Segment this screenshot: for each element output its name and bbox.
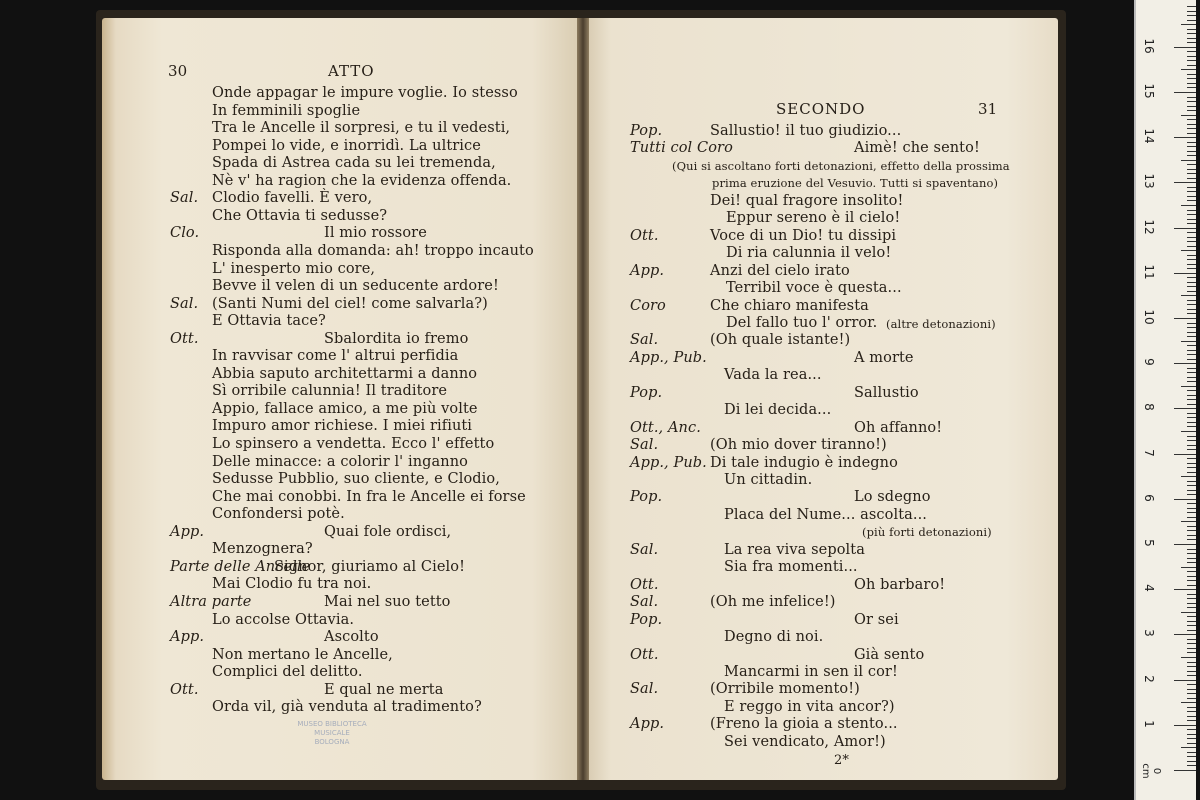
- ruler-number: 13: [1142, 173, 1156, 190]
- verse-line: Dei! qual fragore insolito!: [710, 192, 904, 209]
- verse-line: Orda vil, già venduta al tradimento?: [212, 699, 482, 716]
- ruler-tick: [1187, 639, 1196, 640]
- ruler-tick: [1187, 707, 1196, 708]
- ruler-tick: [1187, 187, 1196, 188]
- signature-mark: 2*: [834, 753, 849, 768]
- ruler-number: 4: [1142, 584, 1156, 592]
- ruler-tick: [1187, 562, 1196, 563]
- verse-line: Lo spinsero a vendetta. Ecco l' effetto: [212, 436, 495, 452]
- verse-line: (Orribile momento!): [710, 681, 860, 698]
- stage-direction: prima eruzione del Vesuvio. Tutti si spaventano): [712, 176, 999, 191]
- ruler-tick: [1187, 517, 1196, 518]
- ruler-tick: [1187, 377, 1196, 378]
- stage-direction: (più forti detonazioni): [862, 525, 992, 540]
- verse-line: Oh affanno!: [854, 419, 943, 436]
- ruler-tick: [1187, 65, 1196, 66]
- verse-line: La rea viva sepolta: [724, 541, 865, 558]
- ruler-number: 8: [1142, 403, 1156, 412]
- ruler-tick: [1174, 454, 1196, 455]
- ruler-tick: [1174, 137, 1196, 138]
- speaker-label: Sal.: [630, 681, 659, 698]
- speaker-label: Pop.: [630, 384, 663, 401]
- verse-line: Or sei: [854, 611, 899, 628]
- ruler-tick: [1187, 684, 1196, 685]
- ruler-tick: [1174, 273, 1196, 274]
- ruler-tick: [1187, 282, 1196, 283]
- ruler-tick: [1187, 472, 1196, 473]
- ruler-tick: [1187, 381, 1196, 382]
- ruler-tick: [1174, 680, 1196, 681]
- verse-line: (Freno la gioia a stento...: [710, 716, 898, 733]
- verse-line: Appio, fallace amico, a me più volte: [212, 400, 478, 417]
- ruler-tick: [1187, 15, 1196, 16]
- ruler-tick: [1187, 485, 1196, 486]
- ruler-tick: [1187, 413, 1196, 414]
- ruler-tick: [1187, 756, 1196, 757]
- speaker-label: App.: [630, 716, 665, 733]
- verse-line: Non mertano le Ancelle,: [212, 646, 393, 663]
- ruler-tick: [1187, 463, 1196, 464]
- ruler-tick: [1187, 648, 1196, 649]
- speaker-label: Sal.: [630, 541, 659, 558]
- ruler-tick: [1187, 716, 1196, 717]
- ruler-tick: [1181, 386, 1196, 387]
- page-number-left: 30: [168, 62, 188, 80]
- verse-line: Già sento: [854, 646, 925, 663]
- ruler-tick: [1187, 449, 1196, 450]
- verse-line: Un cittadin.: [724, 472, 813, 488]
- verse-line: Che chiaro manifesta: [710, 297, 869, 314]
- ruler-tick: [1187, 87, 1196, 88]
- verse-line: Bevve il velen di un seducente ardore!: [212, 278, 499, 295]
- ruler-tick: [1187, 241, 1196, 242]
- verse-line: (Oh me infelice!): [710, 594, 836, 611]
- ruler-tick: [1187, 621, 1196, 622]
- ruler-tick: [1187, 214, 1196, 215]
- verse-line: (Oh quale istante!): [710, 332, 851, 349]
- verse-line: Signor, giuriamo al Cielo!: [274, 558, 466, 575]
- ruler-tick: [1187, 458, 1196, 459]
- ruler-number: 1: [1142, 719, 1156, 728]
- ruler-tick: [1187, 666, 1196, 667]
- ruler-tick: [1187, 110, 1196, 111]
- speaker-label: Coro: [630, 297, 666, 314]
- speaker-label: App., Pub.: [630, 454, 707, 471]
- ruler-tick: [1187, 101, 1196, 102]
- ruler-tick: [1187, 585, 1196, 586]
- ruler-tick: [1181, 747, 1196, 748]
- ruler-tick: [1187, 277, 1196, 278]
- ruler-tick: [1187, 467, 1196, 468]
- ruler-tick: [1187, 124, 1196, 125]
- speaker-label: App.: [170, 523, 205, 540]
- ruler-tick: [1187, 142, 1196, 143]
- right-page: [586, 18, 1058, 780]
- ruler-tick: [1187, 549, 1196, 550]
- ruler-number: 5: [1142, 539, 1156, 547]
- page-number-right: 31: [978, 100, 998, 118]
- measuring-ruler: [1134, 0, 1196, 800]
- speaker-label: App.: [630, 262, 665, 279]
- ruler-tick: [1187, 616, 1196, 617]
- verse-line: Oh barbaro!: [854, 576, 946, 593]
- speaker-label: Ott.: [630, 576, 659, 593]
- speaker-label: Pop.: [630, 123, 663, 139]
- ruler-tick: [1181, 205, 1196, 206]
- verse-line: Terribil voce è questa...: [726, 280, 902, 297]
- ruler-tick: [1187, 51, 1196, 52]
- ruler-tick: [1187, 652, 1196, 653]
- verse-line: Che mai conobbi. In fra le Ancelle ei forse: [212, 488, 526, 505]
- ruler-tick: [1187, 164, 1196, 165]
- verse-line: In ravvisar come l' altrui perfidia: [212, 348, 459, 365]
- ruler-number: 11: [1142, 264, 1156, 280]
- verse-line: Menzognera?: [212, 541, 313, 558]
- ruler-tick: [1181, 431, 1196, 432]
- ruler-tick: [1187, 97, 1196, 98]
- ruler-unit-label: 0 cm: [1140, 763, 1162, 779]
- verse-line: Lo accolse Ottavia.: [212, 611, 355, 628]
- ruler-tick: [1187, 6, 1196, 7]
- ruler-tick: [1187, 404, 1196, 405]
- ruler-tick: [1181, 341, 1196, 342]
- ruler-tick: [1187, 345, 1196, 346]
- ruler-tick: [1187, 720, 1196, 721]
- ruler-number: 10: [1142, 309, 1156, 325]
- speaker-label: Pop.: [630, 611, 663, 628]
- ruler-tick: [1187, 738, 1196, 739]
- ruler-tick: [1187, 38, 1196, 39]
- speaker-label: Sal.: [170, 295, 199, 312]
- ruler-tick: [1187, 191, 1196, 192]
- ruler-tick: [1187, 752, 1196, 753]
- ruler-tick: [1187, 526, 1196, 527]
- verse-line: Di lei decida...: [724, 402, 832, 419]
- speaker-label: Clo.: [170, 225, 200, 242]
- verse-line: Sei vendicato, Amor!): [724, 733, 886, 750]
- verse-line: (Santi Numi del ciel! come salvarla?): [212, 295, 488, 312]
- ruler-tick: [1187, 445, 1196, 446]
- ruler-tick: [1187, 765, 1196, 766]
- speaker-label: Pop.: [630, 489, 663, 506]
- ruler-tick: [1181, 702, 1196, 703]
- ruler-tick: [1174, 92, 1196, 93]
- verse-line: Sbalordita io fremo: [324, 330, 469, 347]
- ruler-tick: [1181, 250, 1196, 251]
- ruler-tick: [1181, 115, 1196, 116]
- ruler-tick: [1187, 711, 1196, 712]
- ruler-tick: [1187, 436, 1196, 437]
- ruler-tick: [1187, 354, 1196, 355]
- speaker-label: Ott.: [630, 227, 659, 244]
- ruler-tick: [1187, 580, 1196, 581]
- ruler-tick: [1187, 323, 1196, 324]
- verse-line: Vada la rea...: [724, 367, 822, 384]
- ruler-tick: [1187, 643, 1196, 644]
- library-stamp: MUSEO BIBLIOTECA MUSICALE BOLOGNA: [297, 720, 367, 746]
- verse-line: Sedusse Pubblio, suo cliente, e Clodio,: [212, 471, 500, 488]
- verse-line: Voce di un Dio! tu dissipi: [710, 227, 897, 244]
- verse-line: Del fallo tuo l' orror.: [726, 314, 878, 331]
- speaker-label: Parte delle Ancelle: [170, 558, 311, 575]
- ruler-tick: [1187, 607, 1196, 608]
- ruler-tick: [1174, 725, 1196, 726]
- ruler-tick: [1187, 422, 1196, 423]
- ruler-tick: [1187, 268, 1196, 269]
- ruler-tick: [1187, 291, 1196, 292]
- ruler-number: 15: [1142, 83, 1156, 99]
- ruler-tick: [1187, 178, 1196, 179]
- verse-line: Il mio rossore: [324, 225, 427, 242]
- ruler-tick: [1187, 210, 1196, 211]
- ruler-tick: [1187, 508, 1196, 509]
- speaker-label: Tutti col Coro: [630, 140, 733, 157]
- ruler-tick: [1187, 598, 1196, 599]
- ruler-tick: [1187, 133, 1196, 134]
- stage-direction: (Qui si ascoltano forti detonazioni, effetto della prossima: [672, 158, 1010, 173]
- verse-line: E qual ne merta: [324, 681, 444, 698]
- ruler-number: 3: [1142, 629, 1156, 638]
- ruler-tick: [1187, 83, 1196, 84]
- ruler-tick: [1174, 544, 1196, 545]
- speaker-label: Altra parte: [170, 593, 252, 610]
- ruler-number: 16: [1142, 38, 1156, 54]
- ruler-tick: [1187, 155, 1196, 156]
- verse-line: Mancarmi in sen il cor!: [724, 663, 898, 680]
- ruler-tick: [1187, 200, 1196, 201]
- speaker-label: App., Pub.: [630, 349, 707, 366]
- verse-line: Placa del Nume... ascolta...: [724, 506, 927, 523]
- ruler-tick: [1187, 729, 1196, 730]
- ruler-tick: [1187, 576, 1196, 577]
- ruler-tick: [1187, 734, 1196, 735]
- verse-line: Sallustio: [854, 384, 919, 401]
- verse-line: Tra le Ancelle il sorpresi, e tu il vedesti,: [212, 120, 511, 137]
- verse-line: Confondersi potè.: [212, 506, 345, 523]
- verse-line: Abbia saputo architettarmi a danno: [212, 365, 478, 382]
- ruler-number: 14: [1142, 128, 1156, 144]
- verse-line: In femminili spoglie: [212, 102, 361, 119]
- left-page: [102, 18, 580, 780]
- verse-line: Pompei lo vide, e inorridì. La ultrice: [212, 137, 481, 154]
- ruler-tick: [1187, 350, 1196, 351]
- ruler-tick: [1187, 539, 1196, 540]
- ruler-tick: [1187, 693, 1196, 694]
- ruler-tick: [1187, 594, 1196, 595]
- ruler-tick: [1187, 512, 1196, 513]
- ruler-tick: [1187, 395, 1196, 396]
- ruler-tick: [1187, 119, 1196, 120]
- ruler-tick: [1187, 300, 1196, 301]
- ruler-tick: [1187, 336, 1196, 337]
- ruler-tick: [1187, 309, 1196, 310]
- ruler-tick: [1187, 553, 1196, 554]
- ruler-tick: [1174, 318, 1196, 319]
- ruler-tick: [1187, 74, 1196, 75]
- speaker-label: Ott.: [630, 646, 659, 663]
- ruler-tick: [1174, 47, 1196, 48]
- ruler-tick: [1174, 408, 1196, 409]
- ruler-tick: [1187, 689, 1196, 690]
- page-header-left: ATTO: [328, 62, 375, 80]
- verse-line: Quai fole ordisci,: [324, 523, 452, 540]
- ruler-tick: [1187, 237, 1196, 238]
- ruler-tick: [1181, 657, 1196, 658]
- ruler-tick: [1181, 476, 1196, 477]
- ruler-tick: [1187, 368, 1196, 369]
- ruler-tick: [1187, 630, 1196, 631]
- ruler-tick: [1187, 169, 1196, 170]
- verse-line: (Oh mio dover tiranno!): [710, 437, 887, 454]
- ruler-tick: [1187, 259, 1196, 260]
- ruler-tick: [1187, 535, 1196, 536]
- speaker-label: Sal.: [630, 332, 659, 349]
- ruler-tick: [1187, 603, 1196, 604]
- ruler-number: 6: [1142, 493, 1156, 502]
- ruler-number: 2: [1142, 674, 1156, 683]
- ruler-tick: [1187, 20, 1196, 21]
- book-gutter: [577, 18, 589, 780]
- ruler-tick: [1187, 417, 1196, 418]
- ruler-tick: [1187, 151, 1196, 152]
- ruler-tick: [1181, 160, 1196, 161]
- ruler-tick: [1187, 313, 1196, 314]
- verse-line: Nè v' ha ragion che la evidenza offenda.: [212, 172, 512, 189]
- verse-line: Che Ottavia ti sedusse?: [212, 207, 388, 224]
- ruler-tick: [1174, 363, 1196, 364]
- page-header-right: SECONDO: [776, 100, 866, 118]
- stage-direction: (altre detonazioni): [886, 316, 996, 331]
- ruler-tick: [1187, 327, 1196, 328]
- ruler-tick: [1187, 671, 1196, 672]
- ruler-tick: [1187, 761, 1196, 762]
- ruler-tick: [1181, 612, 1196, 613]
- ruler-tick: [1187, 246, 1196, 247]
- ruler-tick: [1187, 11, 1196, 12]
- ruler-tick: [1187, 29, 1196, 30]
- ruler-number: 7: [1142, 448, 1156, 457]
- ruler-tick: [1187, 359, 1196, 360]
- ruler-tick: [1187, 255, 1196, 256]
- ruler-tick: [1187, 232, 1196, 233]
- ruler-tick: [1187, 743, 1196, 744]
- ruler-tick: [1187, 106, 1196, 107]
- ruler-tick: [1174, 228, 1196, 229]
- ruler-tick: [1174, 589, 1196, 590]
- ruler-tick: [1187, 571, 1196, 572]
- ruler-tick: [1187, 399, 1196, 400]
- ruler-tick: [1174, 499, 1196, 500]
- ruler-tick: [1187, 503, 1196, 504]
- ruler-tick: [1187, 33, 1196, 34]
- ruler-tick: [1187, 78, 1196, 79]
- ruler-tick: [1187, 426, 1196, 427]
- verse-line: L' inesperto mio core,: [212, 260, 376, 277]
- ruler-tick: [1187, 481, 1196, 482]
- ruler-tick: [1187, 558, 1196, 559]
- verse-line: Mai Clodio fu tra noi.: [212, 576, 372, 593]
- speaker-label: Ott.: [170, 330, 199, 347]
- verse-line: Delle minacce: a colorir l' inganno: [212, 453, 468, 470]
- ruler-tick: [1181, 69, 1196, 70]
- speaker-label: App.: [170, 629, 205, 646]
- ruler-tick: [1187, 42, 1196, 43]
- speaker-label: Sal.: [630, 594, 659, 611]
- verse-line: Sì orribile calunnia! Il traditore: [212, 383, 448, 400]
- verse-line: Sia fra momenti...: [724, 559, 858, 576]
- verse-line: Onde appagar le impure voglie. Io stesso: [212, 85, 518, 101]
- verse-line: Mai nel suo tetto: [324, 593, 451, 610]
- ruler-tick: [1181, 521, 1196, 522]
- ruler-tick: [1187, 490, 1196, 491]
- ruler-number: 9: [1142, 358, 1156, 366]
- ruler-tick: [1187, 662, 1196, 663]
- ruler-tick: [1187, 372, 1196, 373]
- ruler-tick: [1187, 675, 1196, 676]
- ruler-tick: [1187, 173, 1196, 174]
- speaker-label: Ott.: [170, 681, 199, 698]
- verse-line: Risponda alla domanda: ah! troppo incauto: [212, 242, 534, 259]
- ruler-tick: [1187, 494, 1196, 495]
- ruler-number: 12: [1142, 218, 1156, 235]
- verse-line: Impuro amor richiese. I miei rifiuti: [212, 418, 473, 435]
- ruler-tick: [1187, 698, 1196, 699]
- ruler-tick: [1174, 634, 1196, 635]
- ruler-tick: [1187, 530, 1196, 531]
- ruler-tick: [1181, 567, 1196, 568]
- ruler-tick: [1174, 182, 1196, 183]
- ruler-tick: [1187, 332, 1196, 333]
- ruler-tick: [1187, 128, 1196, 129]
- ruler-tick: [1187, 390, 1196, 391]
- ruler-tick: [1187, 196, 1196, 197]
- speaker-label: Sal.: [630, 437, 659, 454]
- verse-line: A morte: [854, 349, 914, 366]
- ruler-tick: [1187, 60, 1196, 61]
- ruler-tick: [1187, 146, 1196, 147]
- ruler-tick: [1187, 223, 1196, 224]
- verse-line: Anzi del cielo irato: [710, 262, 850, 279]
- verse-line: Sallustio! il tuo giudizio...: [710, 123, 902, 139]
- ruler-tick: [1187, 219, 1196, 220]
- ruler-tick: [1187, 286, 1196, 287]
- ruler-tick: [1187, 56, 1196, 57]
- verse-line: Ascolto: [324, 629, 379, 646]
- verse-line: Aimè! che sento!: [854, 140, 980, 157]
- verse-line: Clodio favelli. È vero,: [212, 190, 373, 207]
- ruler-tick: [1174, 770, 1196, 771]
- speaker-label: Sal.: [170, 190, 199, 207]
- verse-line: Degno di noi.: [724, 629, 824, 646]
- verse-line: Di ria calunnia il velo!: [726, 245, 892, 262]
- speaker-label: Ott., Anc.: [630, 419, 701, 436]
- verse-line: Di tale indugio è indegno: [710, 454, 898, 471]
- ruler-tick: [1187, 625, 1196, 626]
- verse-line: E reggo in vita ancor?): [724, 698, 895, 715]
- ruler-tick: [1187, 304, 1196, 305]
- verse-line: Spada di Astrea cada su lei tremenda,: [212, 155, 496, 172]
- verse-line: Eppur sereno è il cielo!: [726, 210, 901, 227]
- ruler-tick: [1181, 295, 1196, 296]
- ruler-tick: [1181, 24, 1196, 25]
- verse-line: Lo sdegno: [854, 489, 931, 506]
- verse-line: E Ottavia tace?: [212, 313, 326, 330]
- ruler-tick: [1187, 264, 1196, 265]
- ruler-tick: [1187, 440, 1196, 441]
- verse-line: Complici del delitto.: [212, 664, 363, 681]
